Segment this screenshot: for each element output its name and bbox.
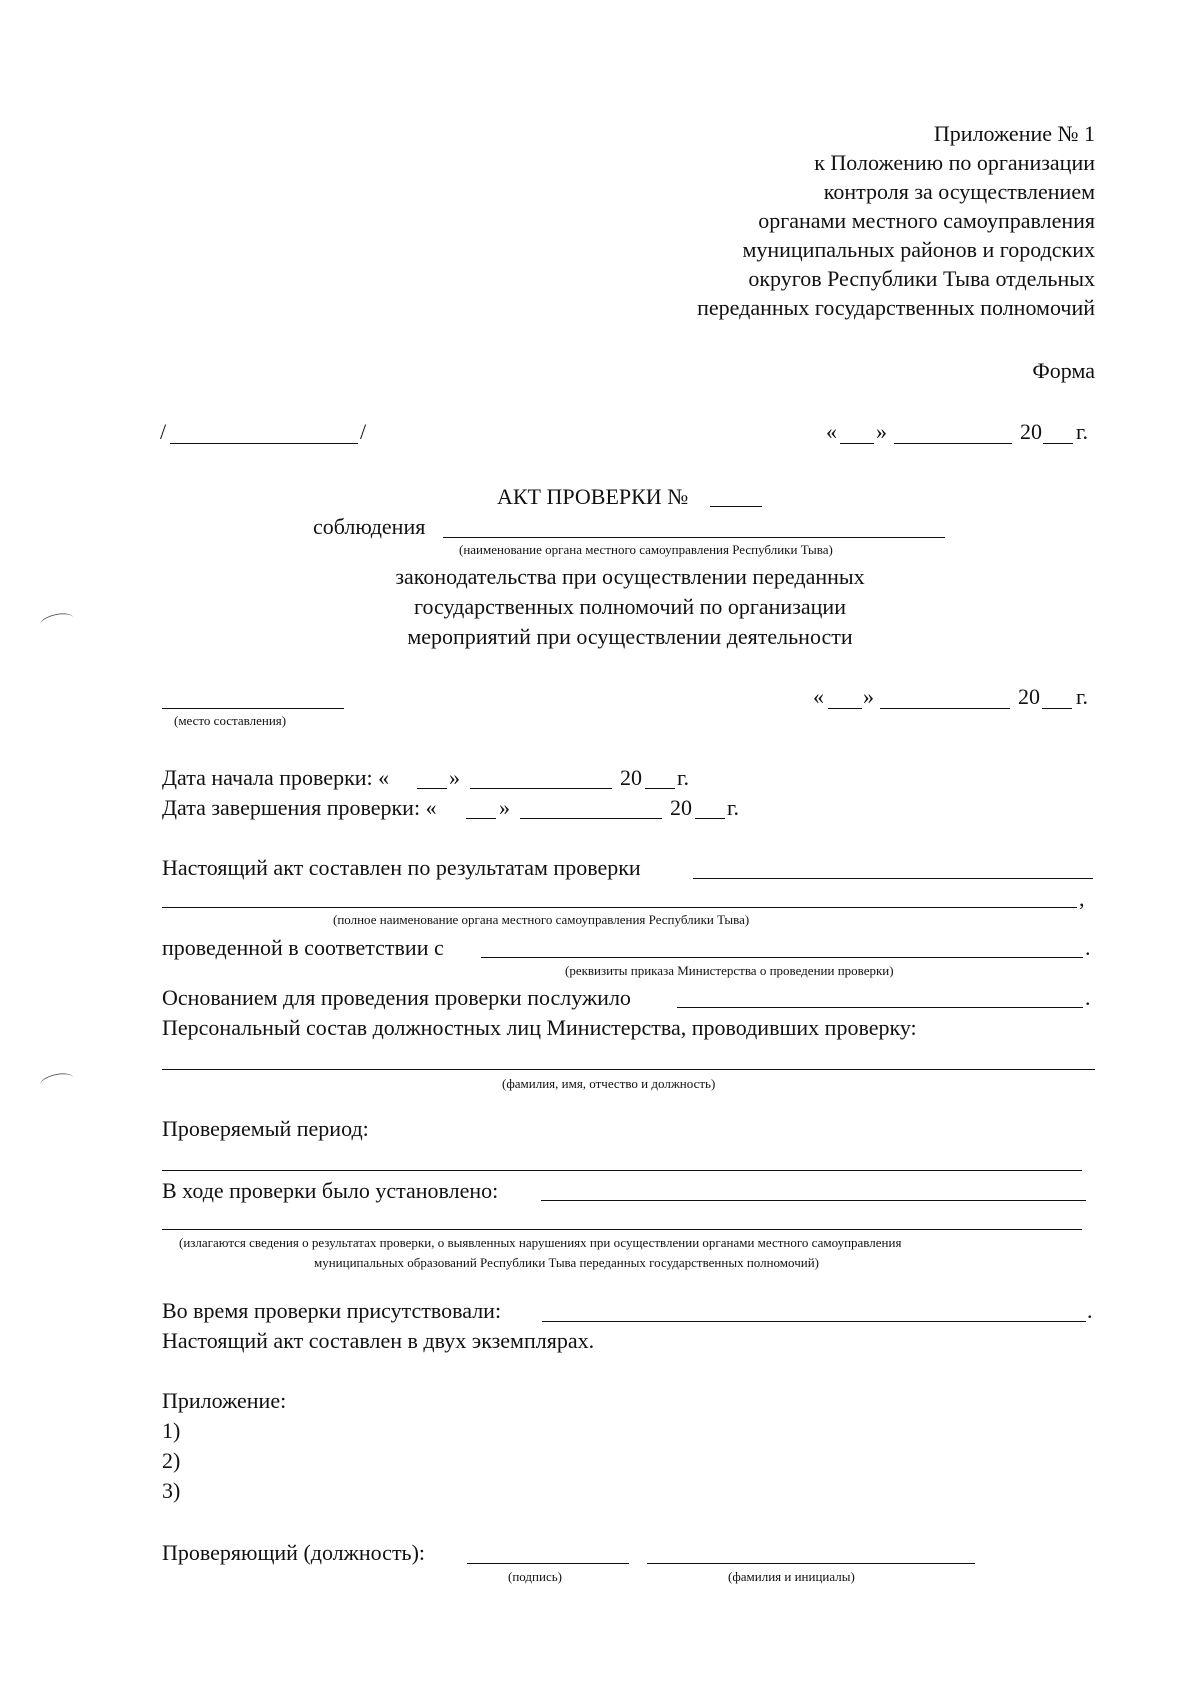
end-close-quote: » [499, 795, 510, 820]
header-line-4: органами местного самоуправления [758, 208, 1095, 233]
found-label: В ходе проверки было установлено: [162, 1178, 499, 1203]
slash-open: / [160, 419, 167, 444]
start-close-quote: » [449, 765, 460, 790]
place-date-close-quote: » [863, 684, 874, 709]
present-label: Во время проверки присутствовали: [162, 1298, 502, 1323]
attachment-item: 3) [162, 1478, 181, 1503]
year-blank [1043, 443, 1073, 444]
present-dot: . [1087, 1298, 1093, 1323]
compliance-blank [443, 537, 945, 538]
full-name-blank [647, 1563, 975, 1564]
start-date-label: Дата начала проверки: « [162, 765, 390, 790]
place-year-prefix: 20 [1018, 684, 1040, 709]
staff-blank [162, 1069, 1095, 1070]
name-caption: (фамилия и инициалы) [728, 1569, 855, 1584]
header-line-7: переданных государственных полномочий [697, 295, 1095, 320]
slash-close: / [360, 419, 367, 444]
results-blank [693, 878, 1093, 879]
end-year-prefix: 20 [670, 795, 692, 820]
end-month-blank [520, 818, 662, 819]
period-blank [162, 1170, 1082, 1171]
place-day-blank [828, 708, 862, 709]
act-number-blank [710, 506, 762, 507]
staff-label: Персональный состав должностных лиц Министерства, проводивших проверку: [162, 1015, 917, 1040]
number-blank [170, 443, 358, 444]
conducted-label: проведенной в соответствии с [162, 935, 444, 960]
start-month-blank [470, 788, 612, 789]
order-caption: (реквизиты приказа Министерства о проведении проверки) [565, 963, 894, 978]
inspector-label: Проверяющий (должность): [162, 1540, 426, 1565]
header-line-1: Приложение № 1 [933, 121, 1095, 146]
results-label: Настоящий акт составлен по результатам проверки [162, 855, 641, 880]
header-line-2: к Положению по организации [814, 150, 1095, 175]
title-body-line-3: мероприятий при осуществлении деятельности [407, 624, 853, 649]
title-body-line-1: законодательства при осуществлении переданных [395, 564, 865, 589]
end-day-blank [466, 818, 496, 819]
org-comma: , [1079, 886, 1085, 911]
end-year-suffix: г. [727, 795, 740, 820]
year-prefix: 20 [1020, 419, 1042, 444]
grounds-label: Основанием для проведения проверки послужило [162, 985, 631, 1010]
punch-hole-mark [39, 1071, 75, 1093]
date-open-quote: « [826, 419, 837, 444]
signature-caption: (подпись) [508, 1569, 562, 1584]
conducted-dot: . [1085, 935, 1091, 960]
copies-text: Настоящий акт составлен в двух экземплярах. [162, 1328, 595, 1353]
start-year-blank [645, 788, 675, 789]
grounds-blank [677, 1007, 1083, 1008]
form-label: Форма [1032, 358, 1095, 383]
attachment-item: 2) [162, 1448, 181, 1473]
place-year-suffix: г. [1076, 684, 1089, 709]
start-year-prefix: 20 [620, 765, 642, 790]
place-year-blank [1042, 708, 1072, 709]
order-blank [481, 957, 1083, 958]
title-body-line-2: государственных полномочий по организации [414, 594, 846, 619]
org-name-blank [162, 907, 1077, 908]
org-caption: (полное наименование органа местного самоуправления Республики Тыва) [333, 912, 750, 927]
found-blank [541, 1200, 1086, 1201]
present-blank [542, 1321, 1086, 1322]
attachments-label: Приложение: [162, 1388, 287, 1413]
grounds-dot: . [1085, 985, 1091, 1010]
place-blank [162, 708, 344, 709]
header-line-3: контроля за осуществлением [823, 179, 1095, 204]
day-blank [840, 443, 874, 444]
found-blank-2 [162, 1229, 1082, 1230]
compliance-word: соблюдения [313, 514, 426, 539]
year-suffix: г. [1076, 419, 1089, 444]
end-year-blank [695, 818, 725, 819]
signature-blank [467, 1563, 629, 1564]
place-month-blank [880, 708, 1010, 709]
place-caption: (место составления) [174, 713, 287, 728]
start-day-blank [417, 788, 447, 789]
place-date-open-quote: « [813, 684, 824, 709]
compliance-caption: (наименование органа местного самоуправления Республики Тыва) [459, 542, 833, 557]
month-blank [894, 443, 1012, 444]
header-line-5: муниципальных районов и городских [742, 237, 1095, 262]
act-title: АКТ ПРОВЕРКИ № [497, 484, 689, 509]
date-close-quote: » [876, 419, 887, 444]
period-label: Проверяемый период: [162, 1116, 369, 1141]
found-caption-1: (излагаются сведения о результатах проверки, о выявленных нарушениях при осуществлении органами местного самоуправления [179, 1235, 902, 1250]
end-date-label: Дата завершения проверки: « [162, 795, 437, 820]
start-year-suffix: г. [677, 765, 690, 790]
header-line-6: округов Республики Тыва отдельных [748, 266, 1095, 291]
staff-caption: (фамилия, имя, отчество и должность) [502, 1076, 716, 1091]
found-caption-2: муниципальных образований Республики Тыва переданных государственных полномочий) [314, 1255, 819, 1270]
attachment-item: 1) [162, 1418, 181, 1443]
